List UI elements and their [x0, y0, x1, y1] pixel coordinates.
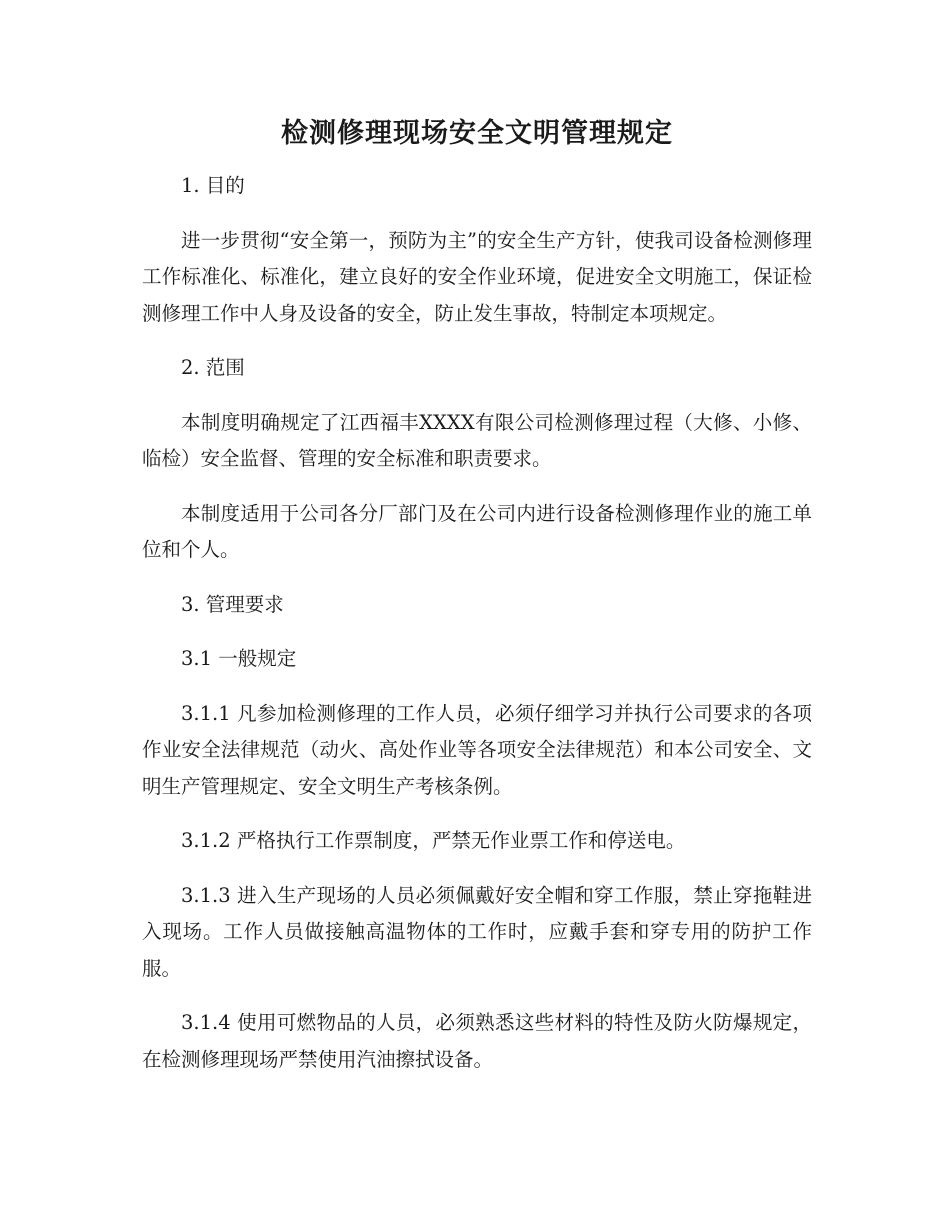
clause-3-1-3: 3.1.3 进入生产现场的人员必须佩戴好安全帽和穿工作服，禁止穿拖鞋进入现场。工作人员做接触高温物体的工作时，应戴手套和穿专用的防护工作服。 [142, 883, 812, 980]
subsection-heading-general: 3.1 一般规定 [181, 647, 297, 670]
section-heading-scope: 2. 范围 [181, 356, 245, 379]
document-body [142, 108, 812, 1096]
paragraph-scope-1: 本制度明确规定了江西福丰XXXX有限公司检测修理过程（大修、小修、临检）安全监督、管理的安全标准和职责要求。 [142, 410, 812, 470]
section-heading-purpose: 1. 目的 [181, 174, 245, 197]
document-title: 检测修理现场安全文明管理规定 [281, 118, 673, 149]
clause-3-1-1: 3.1.1 凡参加检测修理的工作人员，必须仔细学习并执行公司要求的各项作业安全法律规范（动火、高处作业等各项安全法律规范）和本公司安全、文明生产管理规定、安全文明生产考核条例。 [142, 701, 812, 798]
clause-3-1-2: 3.1.2 严格执行工作票制度，严禁无作业票工作和停送电。 [181, 829, 686, 852]
paragraph-scope-2: 本制度适用于公司各分厂部门及在公司内进行设备检测修理作业的施工单位和个人。 [142, 501, 812, 561]
clause-3-1-4: 3.1.4 使用可燃物品的人员，必须熟悉这些材料的特性及防火防爆规定，在检测修理现场严禁使用汽油擦拭设备。 [142, 1011, 812, 1071]
section-heading-requirements: 3. 管理要求 [181, 592, 284, 616]
paragraph-purpose: 进一步贯彻“安全第一，预防为主”的安全生产方针，使我司设备检测修理工作标准化、标准化，建立良好的安全作业环境，促进安全文明施工，保证检测修理工作中人身及设备的安全，防止发生事故，特制定本项规定。 [142, 228, 812, 325]
